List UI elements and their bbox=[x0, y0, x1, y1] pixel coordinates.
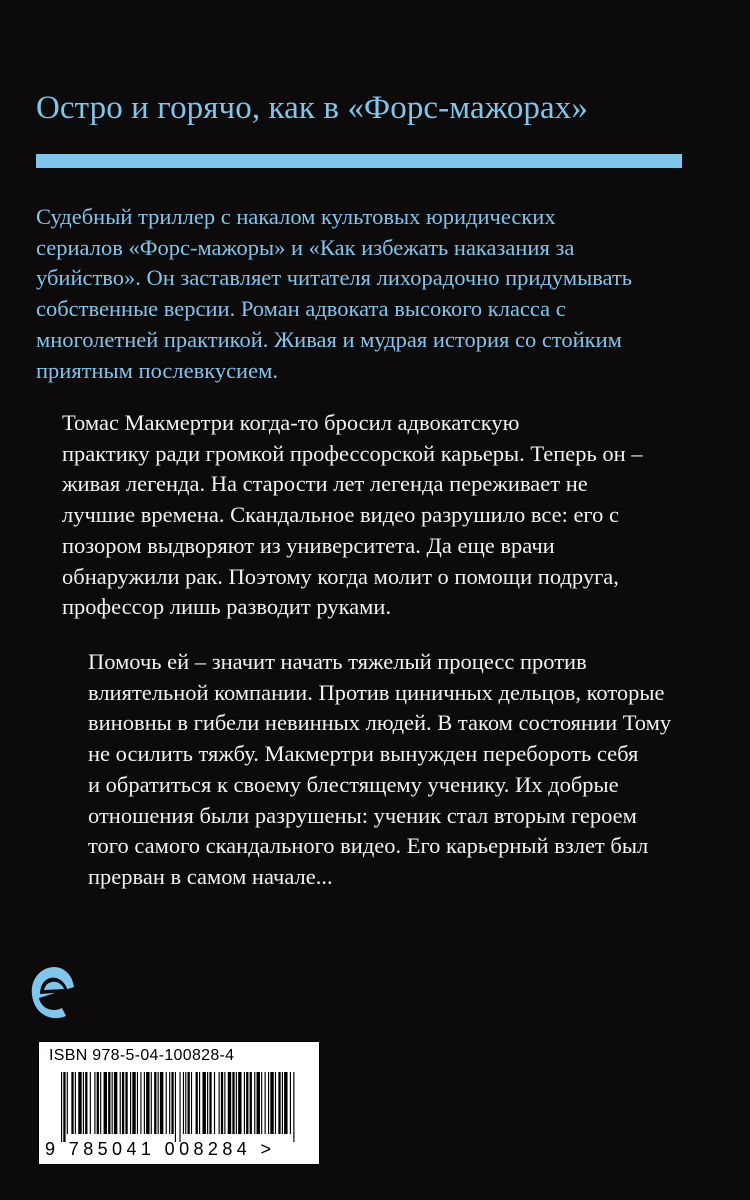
barcode-bar bbox=[108, 1072, 110, 1134]
barcode-bar bbox=[132, 1072, 135, 1134]
barcode-bar bbox=[257, 1072, 260, 1134]
barcode-bar bbox=[154, 1072, 156, 1134]
barcode-bar bbox=[171, 1072, 173, 1134]
eksmo-logo-icon bbox=[24, 960, 82, 1030]
barcode-bar bbox=[261, 1072, 262, 1134]
barcode-bar bbox=[214, 1072, 215, 1134]
headline: Остро и горячо, как в «Форс-мажорах» bbox=[36, 90, 588, 126]
barcode-bar bbox=[94, 1072, 95, 1134]
barcode-bar bbox=[90, 1072, 91, 1134]
barcode-bar bbox=[278, 1072, 280, 1134]
barcode-bar bbox=[112, 1072, 113, 1134]
barcode-bar bbox=[130, 1072, 131, 1134]
barcode-bar bbox=[191, 1072, 192, 1134]
barcode-bar bbox=[125, 1072, 127, 1134]
barcode-bar bbox=[207, 1072, 208, 1134]
barcode-bar bbox=[221, 1072, 223, 1134]
barcode-bar bbox=[61, 1072, 62, 1142]
barcode-bar bbox=[244, 1072, 245, 1134]
barcode-bar bbox=[179, 1072, 180, 1142]
barcode-bar bbox=[120, 1072, 121, 1134]
barcode-bar bbox=[268, 1072, 269, 1134]
barcode-bar bbox=[282, 1072, 283, 1134]
isbn-text: ISBN 978-5-04-100828-4 bbox=[49, 1047, 235, 1064]
barcode-bar bbox=[83, 1072, 84, 1134]
barcode-bar bbox=[63, 1072, 65, 1142]
barcode-bar bbox=[196, 1072, 198, 1134]
barcode-bar bbox=[284, 1072, 287, 1134]
barcode-bar bbox=[166, 1072, 167, 1134]
barcode-bar bbox=[275, 1072, 276, 1134]
barcode-bar bbox=[67, 1072, 68, 1134]
barcode-bar bbox=[238, 1072, 241, 1134]
barcode-bar bbox=[97, 1072, 99, 1134]
barcode-bar bbox=[188, 1072, 190, 1134]
barcode-bar bbox=[293, 1072, 294, 1142]
barcode-bar bbox=[140, 1072, 141, 1134]
barcode-bar bbox=[290, 1072, 291, 1134]
blurb-paragraph: Судебный триллер с накалом культовых юридических сериалов «Форс-мажоры» и «Как избежать наказания за убийство». Он заставляет читателя лихорадочно придумывать собственные версии. Роман адвоката высокого класса с многолетней практикой. Живая и мудрая история со стойким приятным послевкусием. bbox=[36, 204, 633, 383]
barcode-bar bbox=[144, 1072, 145, 1134]
barcode-bar bbox=[270, 1072, 273, 1134]
barcode-bar bbox=[224, 1072, 225, 1134]
barcode-bar bbox=[183, 1072, 184, 1134]
barcode-bar bbox=[185, 1072, 186, 1134]
barcode-bar bbox=[85, 1072, 87, 1134]
synopsis-paragraph-1: Томас Макмертри когда-то бросил адвокатскую практику ради громкой профессорской карьеры. Теперь он – живая легенда. На старости лет легенда переживает не лучшие времена. Скандальное видео разрушило все: его с позором выдворяют из университета. Да еще врачи обнаружили рак. Поэтому когда молит о помощи подруга, профессор лишь разводит руками. bbox=[62, 410, 643, 620]
barcode-bar bbox=[146, 1072, 149, 1134]
barcode-bar bbox=[236, 1072, 237, 1134]
barcode-bar bbox=[219, 1072, 220, 1134]
barcode-bar bbox=[199, 1072, 200, 1134]
barcode-bar bbox=[122, 1072, 124, 1134]
barcode-bar bbox=[169, 1072, 170, 1134]
barcode-digits: 9 785041 008284 > bbox=[45, 1139, 276, 1159]
barcode-bar bbox=[228, 1072, 231, 1134]
barcode-bar bbox=[265, 1072, 266, 1134]
barcode-bar bbox=[209, 1072, 211, 1134]
barcode-bar bbox=[246, 1072, 248, 1134]
barcode-bar bbox=[232, 1072, 234, 1134]
barcode-bar bbox=[137, 1072, 138, 1134]
barcode-bar bbox=[75, 1072, 76, 1134]
barcode-bar bbox=[71, 1072, 73, 1134]
synopsis-paragraph-2: Помочь ей – значит начать тяжелый процесс против влиятельной компании. Против циничных дельцов, которые виновны в гибели невинных людей. В таком состоянии Тому не осилить тяжбу. Макмертри вынужден перебороть себя и обратиться к своему блестящему ученику. Их добрые отношения были разрушены: ученик стал вторым героем того самого скандального видео. Его карьерный взлет был прерван в самом начале... bbox=[88, 649, 672, 889]
accent-divider bbox=[36, 154, 682, 168]
barcode-bar bbox=[158, 1072, 159, 1134]
barcode-bars bbox=[61, 1072, 297, 1142]
barcode-bar bbox=[104, 1072, 107, 1134]
barcode-bar bbox=[100, 1072, 101, 1134]
barcode-bar bbox=[254, 1072, 255, 1134]
barcode-bar bbox=[78, 1072, 81, 1134]
barcode-bar bbox=[202, 1072, 205, 1134]
barcode-bar bbox=[114, 1072, 117, 1134]
barcode-bar bbox=[160, 1072, 163, 1134]
barcode-label bbox=[38, 1041, 320, 1165]
barcode-bar bbox=[250, 1072, 252, 1134]
barcode-bar bbox=[151, 1072, 152, 1134]
barcode-bar bbox=[175, 1072, 176, 1142]
